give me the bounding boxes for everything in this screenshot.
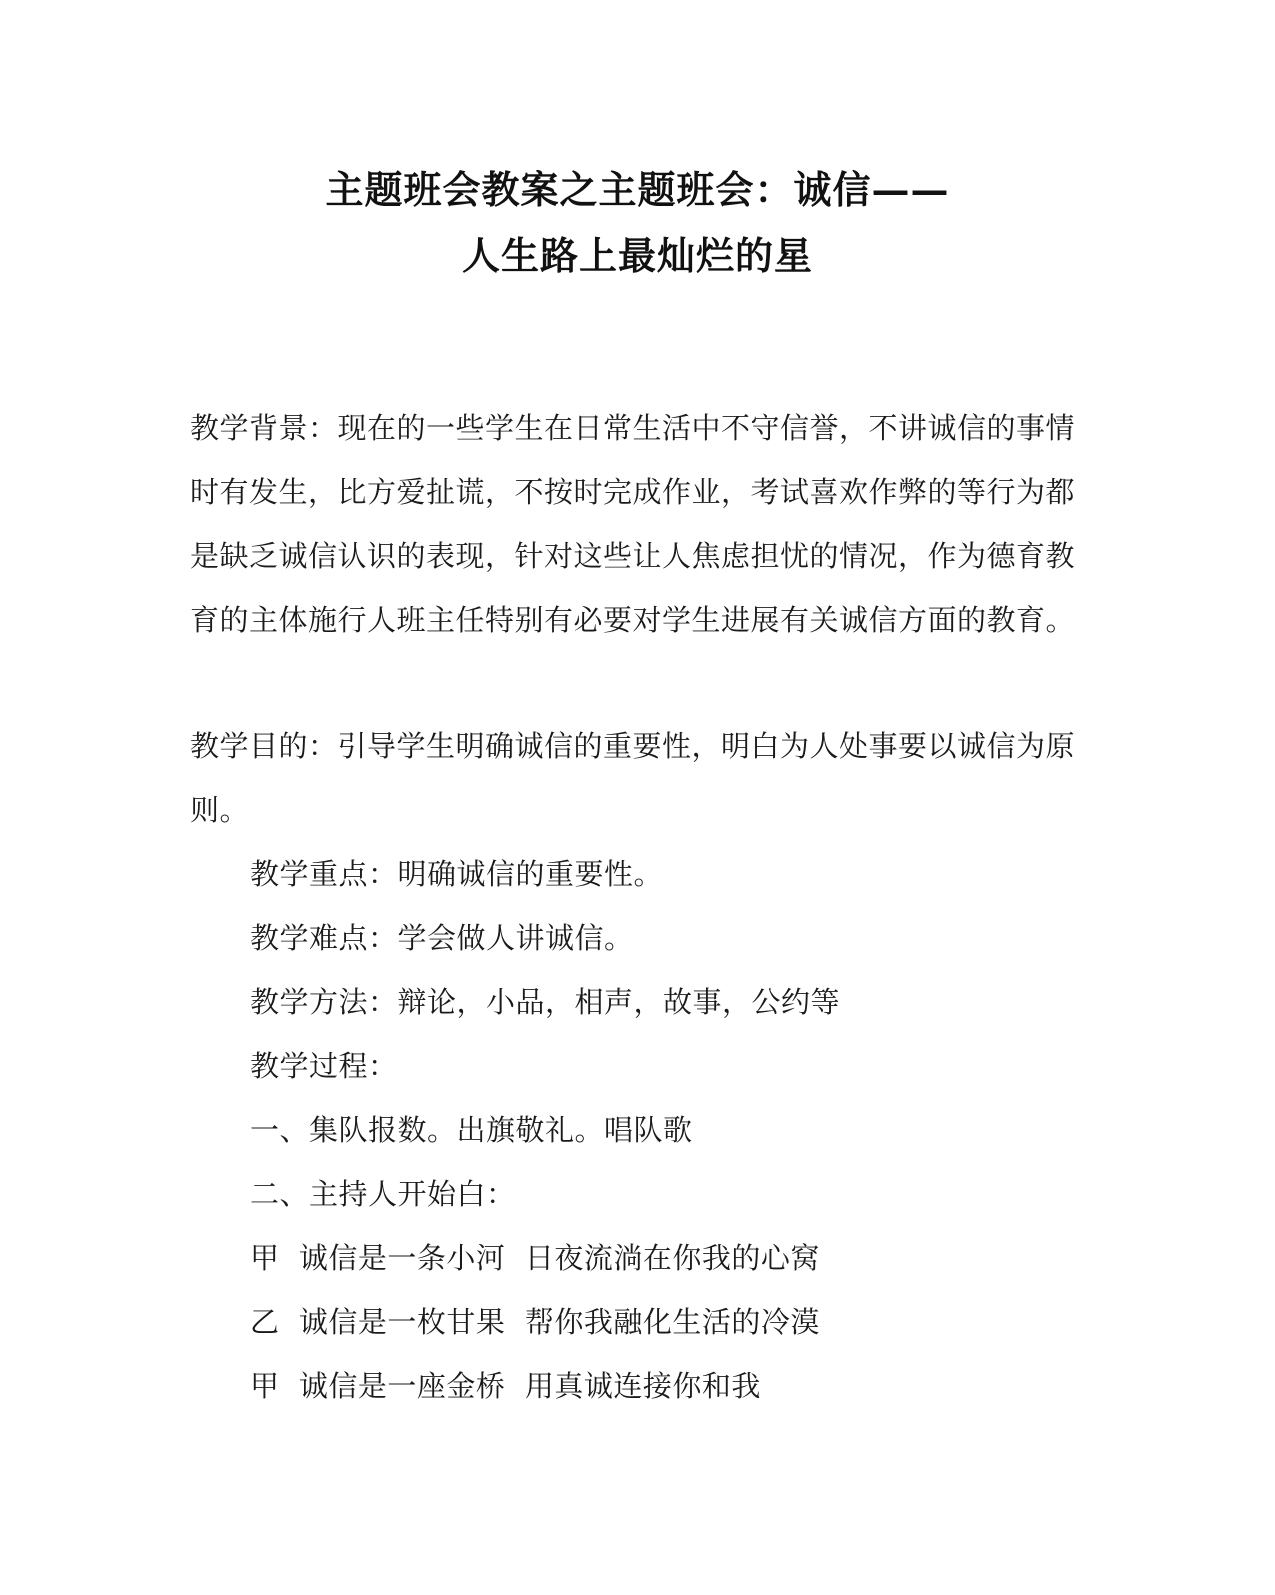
dialogue-line: 甲 诚信是一座金桥 用真诚连接你和我 [250, 1369, 761, 1403]
background-line: 育的主体施行人班主任特别有必要对学生进展有关诚信方面的教育。 [190, 603, 1076, 637]
process-heading: 教学过程： [250, 1049, 398, 1083]
document-title-line-1: 主题班会教案之主题班会：诚信—— [325, 167, 950, 212]
purpose-paragraph [190, 714, 1076, 842]
background-line: 时有发生，比方爱扯谎，不按时完成作业，考试喜欢作弊的等行为都 [190, 475, 1076, 509]
key-point-line: 教学重点：明确诚信的重要性。 [250, 857, 664, 891]
purpose-line: 则。 [190, 793, 250, 827]
purpose-line: 教学目的：引导学生明确诚信的重要性，明白为人处事要以诚信为原 [190, 729, 1076, 763]
background-paragraph [190, 396, 1076, 652]
dialogue-line: 甲 诚信是一条小河 日夜流淌在你我的心窝 [250, 1241, 820, 1275]
dialogue-line: 乙 诚信是一枚甘果 帮你我融化生活的冷漠 [250, 1305, 820, 1339]
background-line: 是缺乏诚信认识的表现，针对这些让人焦虑担忧的情况，作为德育教 [190, 539, 1076, 573]
step-one-line: 一、集队报数。出旗敬礼。唱队歌 [250, 1113, 693, 1147]
step-two-line: 二、主持人开始白： [250, 1177, 516, 1211]
method-line: 教学方法：辩论，小品，相声，故事，公约等 [250, 985, 841, 1019]
difficulty-line: 教学难点：学会做人讲诚信。 [250, 921, 634, 955]
lesson-items [190, 842, 1070, 1418]
background-line: 教学背景：现在的一些学生在日常生活中不守信誉，不讲诚信的事情 [190, 411, 1076, 445]
document-title-line-2: 人生路上最灿烂的星 [461, 233, 813, 278]
